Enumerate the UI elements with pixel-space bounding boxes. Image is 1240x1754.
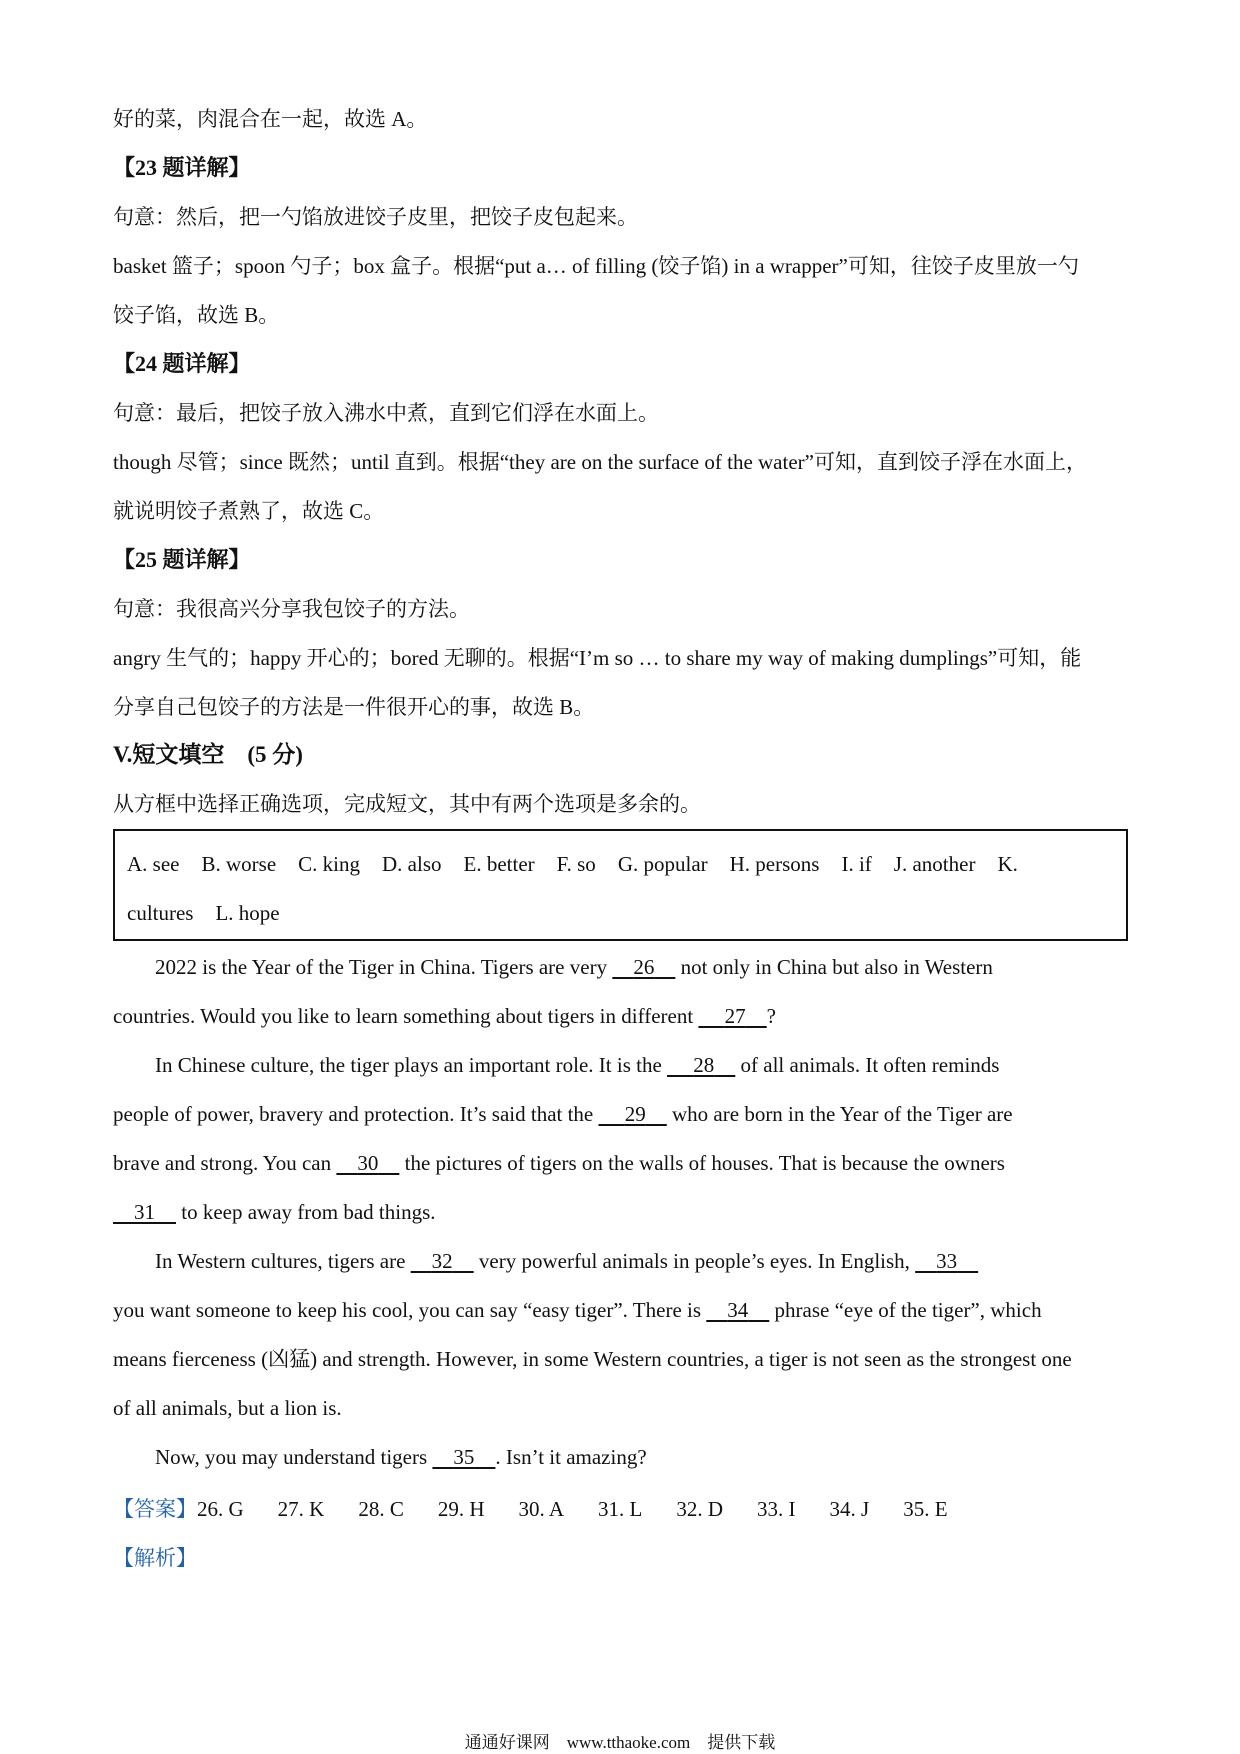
passage-text: 2022 is the Year of the Tiger in China. Tigers are very bbox=[155, 955, 613, 979]
option: K. bbox=[997, 852, 1018, 876]
passage-text: ? bbox=[766, 1004, 776, 1028]
explanation-line: 饺子馅，故选 B。 bbox=[113, 303, 280, 327]
explanation-line: angry 生气的；happy 开心的；bored 无聊的。根据“I’m so … to share my way of making dumplings”可知，能 bbox=[113, 646, 1082, 670]
blank-28: 28 bbox=[693, 1053, 715, 1077]
explanation-line: though 尽管；since 既然；until 直到。根据“they are on the surface of the water”可知，直到饺子浮在水面上， bbox=[113, 450, 1087, 474]
blank-30: 30 bbox=[357, 1151, 379, 1175]
passage-text: In Western cultures, tigers are bbox=[155, 1249, 411, 1273]
passage-text: very powerful animals in people’s eyes. In English, bbox=[473, 1249, 916, 1273]
option: cultures bbox=[127, 901, 194, 925]
option: H. persons bbox=[729, 852, 820, 876]
passage-text: not only in China but also in Western bbox=[675, 955, 993, 979]
option: A. see bbox=[127, 852, 180, 876]
passage-line: means fierceness (凶猛) and strength. However, in some Western countries, a tiger is not seen as the strongest one bbox=[113, 1347, 1072, 1371]
options-box bbox=[113, 829, 1128, 941]
passage-line bbox=[113, 1148, 1133, 1178]
question-25-heading: 【25 题详解】 bbox=[113, 547, 251, 572]
section-instruction: 从方框中选择正确选项，完成短文，其中有两个选项是多余的。 bbox=[113, 792, 701, 816]
passage-text: brave and strong. You can bbox=[113, 1151, 337, 1175]
section-title: V.短文填空 (5 分) bbox=[113, 742, 303, 767]
explanation-line: basket 篮子；spoon 勺子；box 盒子。根据“put a… of filling (饺子馅) in a wrapper”可知，往饺子皮里放一勺 bbox=[113, 254, 1079, 278]
answer-item: 27. K bbox=[277, 1497, 325, 1521]
passage-line bbox=[155, 1442, 1133, 1472]
passage-text: who are born in the Year of the Tiger are bbox=[666, 1102, 1013, 1126]
answer-item: 28. C bbox=[358, 1497, 404, 1521]
passage-line bbox=[113, 1295, 1133, 1325]
passage-text: you want someone to keep his cool, you can say “easy tiger”. There is bbox=[113, 1298, 707, 1322]
analysis-label: 【解析】 bbox=[113, 1546, 197, 1570]
option: J. another bbox=[893, 852, 976, 876]
passage-text: to keep away from bad things. bbox=[176, 1200, 436, 1224]
option: L. hope bbox=[215, 901, 280, 925]
explanation-line: 句意：然后，把一勺馅放进饺子皮里，把饺子皮包起来。 bbox=[113, 205, 638, 229]
answer-item: 26. G bbox=[197, 1497, 244, 1521]
passage-text: Now, you may understand tigers bbox=[155, 1445, 433, 1469]
passage-text: of all animals. It often reminds bbox=[735, 1053, 1000, 1077]
passage-line bbox=[113, 1099, 1133, 1129]
answer-item: 32. D bbox=[676, 1497, 724, 1521]
passage-text: In Chinese culture, the tiger plays an important role. It is the bbox=[155, 1053, 668, 1077]
passage-line bbox=[155, 1246, 1133, 1276]
explanation-line: 好的菜，肉混合在一起，故选 A。 bbox=[113, 107, 428, 131]
blank-35: 35 bbox=[453, 1445, 475, 1469]
passage-line bbox=[113, 1197, 1133, 1227]
question-23-heading: 【23 题详解】 bbox=[113, 155, 251, 180]
answer-label: 【答案】 bbox=[113, 1497, 197, 1521]
passage-line bbox=[113, 1001, 1133, 1031]
blank-33: 33 bbox=[936, 1249, 958, 1273]
option: I. if bbox=[841, 852, 872, 876]
options-row bbox=[127, 898, 302, 928]
option: B. worse bbox=[201, 852, 277, 876]
blank-34: 34 bbox=[727, 1298, 749, 1322]
blank-27: 27 bbox=[724, 1004, 746, 1028]
blank-32: 32 bbox=[431, 1249, 453, 1273]
answer-item: 31. L bbox=[598, 1497, 643, 1521]
explanation-line: 句意：最后，把饺子放入沸水中煮，直到它们浮在水面上。 bbox=[113, 401, 659, 425]
answer-item: 30. A bbox=[518, 1497, 565, 1521]
option: C. king bbox=[298, 852, 360, 876]
blank-29: 29 bbox=[624, 1102, 646, 1126]
option: E. better bbox=[463, 852, 535, 876]
blank-26: 26 bbox=[633, 955, 655, 979]
passage-line: of all animals, but a lion is. bbox=[113, 1396, 342, 1420]
option: D. also bbox=[382, 852, 442, 876]
answer-line bbox=[113, 1494, 982, 1524]
answer-item: 33. I bbox=[757, 1497, 796, 1521]
passage-text: countries. Would you like to learn something about tigers in different bbox=[113, 1004, 699, 1028]
passage-text: people of power, bravery and protection. It’s said that the bbox=[113, 1102, 599, 1126]
answer-item: 29. H bbox=[437, 1497, 485, 1521]
explanation-line: 分享自己包饺子的方法是一件很开心的事，故选 B。 bbox=[113, 695, 595, 719]
explanation-line: 句意：我很高兴分享我包饺子的方法。 bbox=[113, 597, 470, 621]
page-footer: 通通好课网 www.tthaoke.com 提供下载 bbox=[464, 1733, 776, 1752]
passage-text: . Isn’t it amazing? bbox=[495, 1445, 647, 1469]
passage-text: phrase “eye of the tiger”, which bbox=[769, 1298, 1042, 1322]
options-row bbox=[127, 849, 1040, 879]
option: F. so bbox=[556, 852, 596, 876]
passage-text: the pictures of tigers on the walls of houses. That is because the owners bbox=[399, 1151, 1005, 1175]
option: G. popular bbox=[617, 852, 708, 876]
answer-item: 34. J bbox=[829, 1497, 870, 1521]
question-24-heading: 【24 题详解】 bbox=[113, 351, 251, 376]
passage-line bbox=[155, 952, 1133, 982]
answer-item: 35. E bbox=[903, 1497, 948, 1521]
blank-31: 31 bbox=[134, 1200, 155, 1224]
explanation-line: 就说明饺子煮熟了，故选 C。 bbox=[113, 499, 385, 523]
passage-line bbox=[155, 1050, 1133, 1080]
